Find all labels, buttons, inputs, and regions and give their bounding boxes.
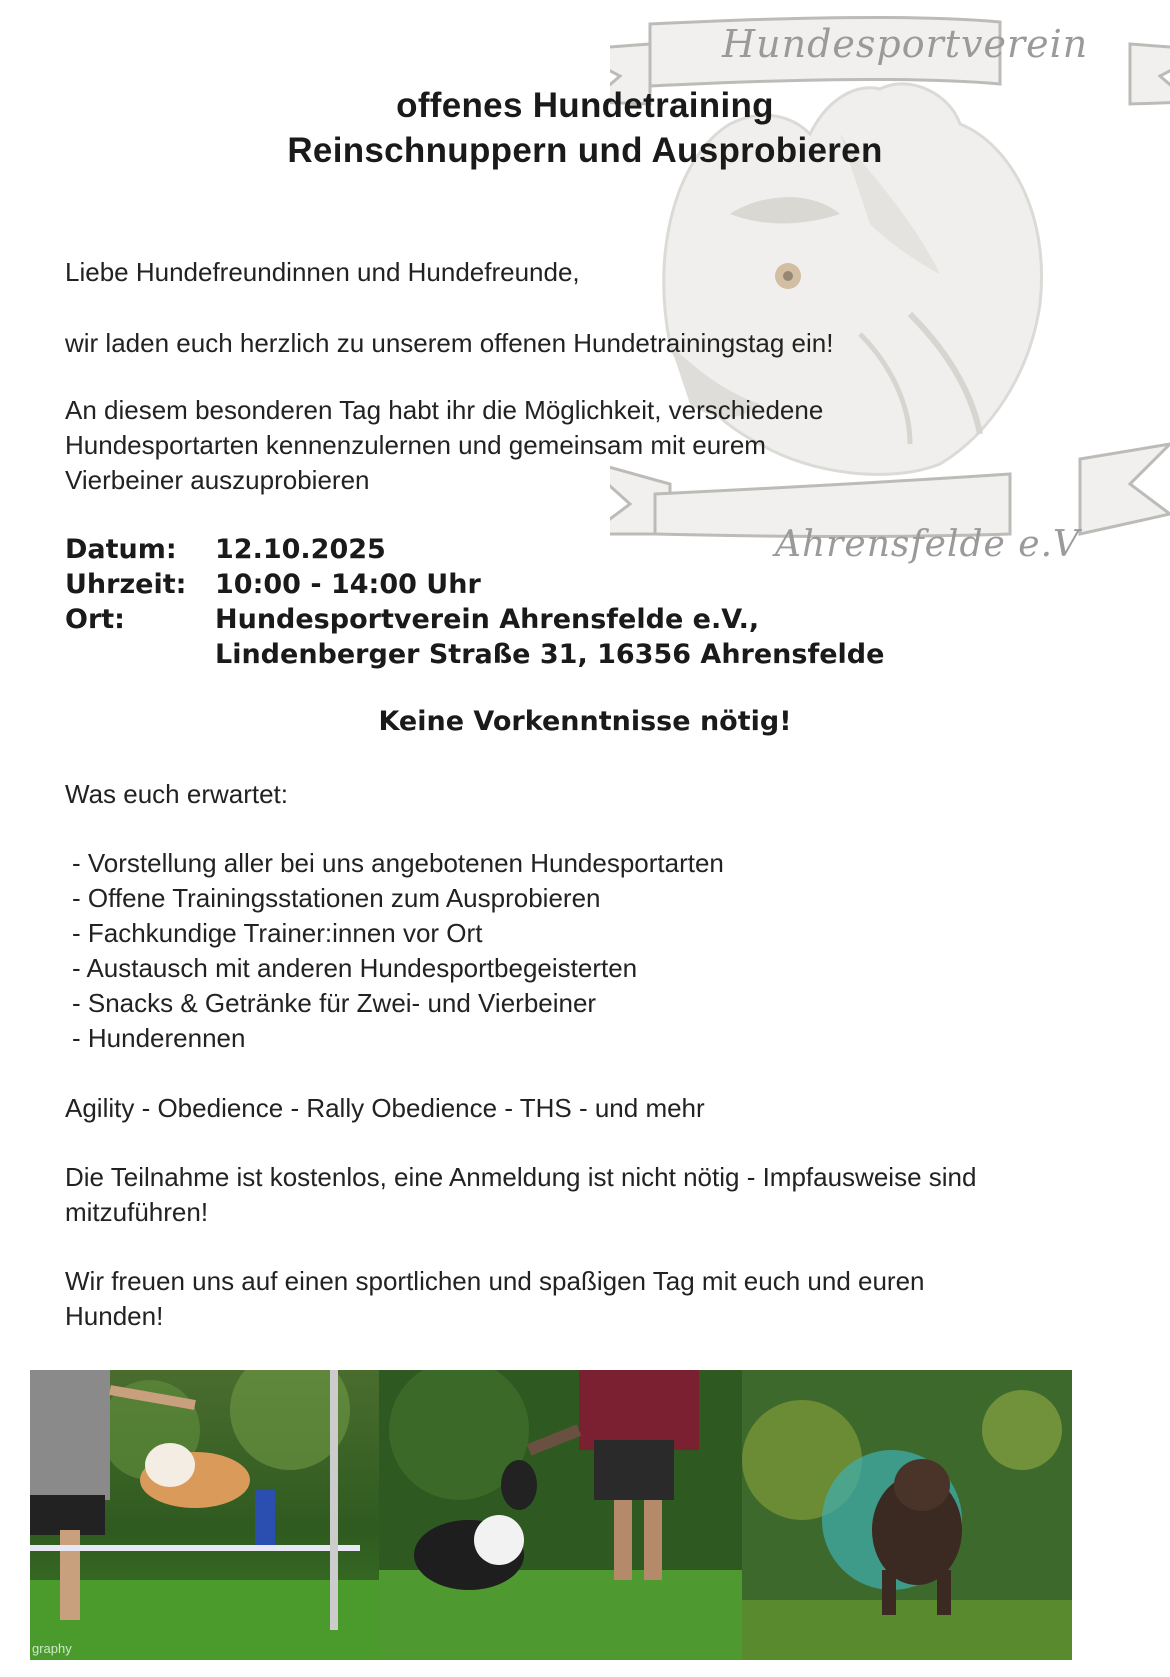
time-row — [65, 567, 884, 602]
title-line-2: Reinschnuppern und Ausprobieren — [287, 131, 883, 170]
date-row — [65, 532, 884, 567]
photo-strip — [30, 1370, 1072, 1660]
expect-list — [72, 846, 724, 1056]
place-row — [65, 602, 884, 637]
place-value-1: Hundesportverein Ahrensfelde e.V., — [215, 604, 760, 635]
dog-race-photo — [742, 1370, 1072, 1660]
list-item: - Austausch mit anderen Hundesportbegeisterten — [72, 953, 638, 983]
logo-bottom-text: Ahrensfelde e.V — [775, 524, 1081, 565]
place-value-2: Lindenberger Straße 31, 16356 Ahrensfelde — [215, 639, 885, 670]
event-details — [65, 532, 884, 672]
time-value: 10:00 - 14:00 Uhr — [215, 569, 481, 600]
photo-credit: graphy — [32, 1641, 72, 1656]
list-item: - Vorstellung aller bei uns angebotenen Hundesportarten — [72, 848, 724, 878]
list-item: - Hunderennen — [72, 1023, 246, 1053]
no-prior-knowledge: Keine Vorkenntnisse nötig! — [378, 706, 792, 737]
sports-list: Agility - Obedience - Rally Obedience - THS - und mehr — [65, 1093, 705, 1123]
list-item: - Snacks & Getränke für Zwei- und Vierbeiner — [72, 988, 597, 1018]
title-line-1: offenes Hundetraining — [396, 86, 774, 125]
place-label: Ort: — [65, 604, 125, 635]
list-item: - Offene Trainingsstationen zum Ausprobieren — [72, 883, 601, 913]
list-item: - Fachkundige Trainer:innen vor Ort — [72, 918, 483, 948]
date-label: Datum: — [65, 534, 177, 565]
participation-line-2: mitzuführen! — [65, 1197, 209, 1227]
date-value: 12.10.2025 — [215, 534, 386, 565]
intro-line-2: Hundesportarten kennenzulernen und gemeinsam mit eurem — [65, 430, 766, 460]
logo-top-text: Hundesportverein — [722, 22, 1089, 66]
expect-heading: Was euch erwartet: — [65, 779, 289, 809]
closing-line-1: Wir freuen uns auf einen sportlichen und spaßigen Tag mit euch und euren — [65, 1266, 925, 1296]
greeting: Liebe Hundefreundinnen und Hundefreunde, — [65, 257, 580, 287]
place-row-2 — [65, 637, 884, 672]
intro-line-1: An diesem besonderen Tag habt ihr die Möglichkeit, verschiedene — [65, 395, 824, 425]
agility-photo — [30, 1370, 379, 1660]
invite-text: wir laden euch herzlich zu unserem offenen Hundetrainingstag ein! — [65, 328, 834, 358]
intro-line-3: Vierbeiner auszuprobieren — [65, 465, 370, 495]
closing-line-2: Hunden! — [65, 1301, 164, 1331]
participation-line-1: Die Teilnahme ist kostenlos, eine Anmeldung ist nicht nötig - Impfausweise sind — [65, 1162, 977, 1192]
place-label-spacer — [65, 637, 215, 672]
tug-play-photo — [379, 1370, 742, 1660]
time-label: Uhrzeit: — [65, 569, 187, 600]
